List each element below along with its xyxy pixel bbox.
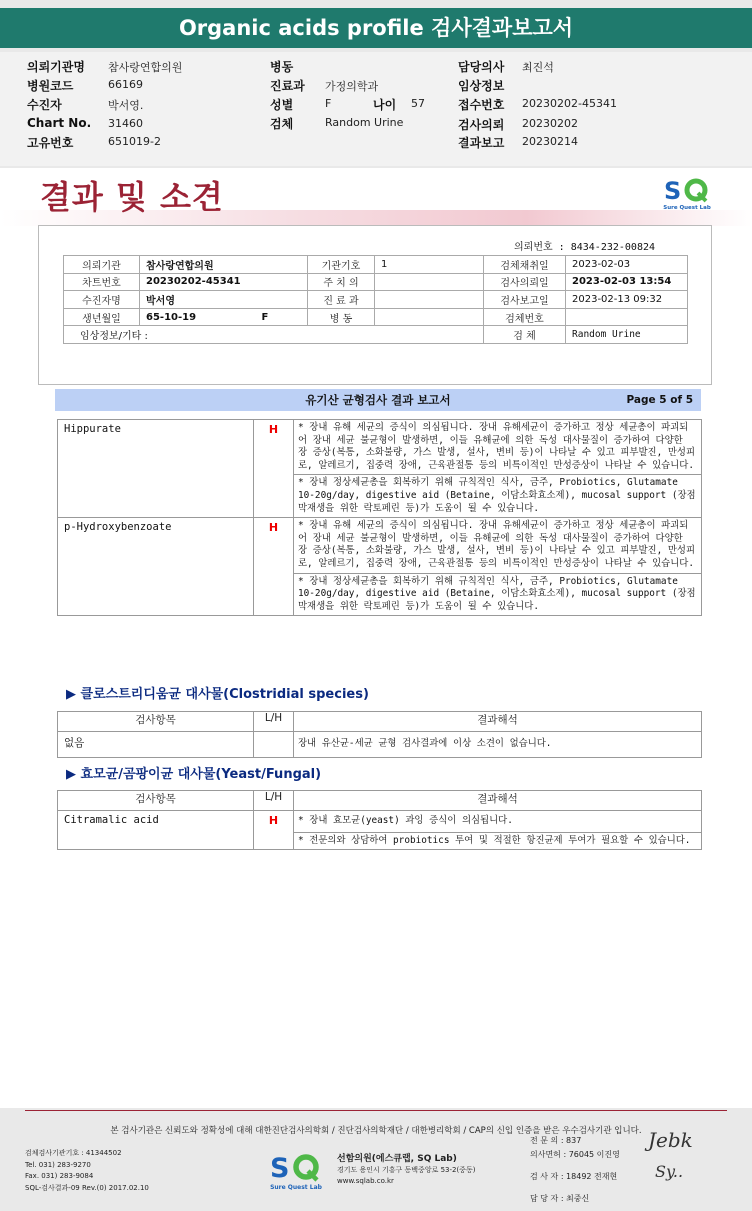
request-value <box>375 308 484 326</box>
accreditation-note: 본 검사기관은 신뢰도와 정확성에 대해 대한진단검사의학회 / 진단검사의학재단 / 대한병리학회 / CAP의 신입 인증을 받은 우수검사기관 입니다. <box>110 1126 642 1136</box>
info-label: 담당의사 <box>458 60 505 74</box>
table-row <box>58 420 702 518</box>
sex-value: F <box>261 311 269 323</box>
patient-info-block <box>0 52 752 166</box>
info-value: 최진석 <box>522 61 554 74</box>
high-flag: H <box>254 518 294 616</box>
birth-date: 65-10-19 <box>146 311 197 323</box>
info-value: 31460 <box>108 117 143 130</box>
signature-2: Sy.. <box>655 1162 684 1181</box>
request-label: 생년월일 <box>64 308 140 326</box>
info-label: 임상정보 <box>458 79 505 93</box>
request-label: 주 치 의 <box>308 273 375 291</box>
result-interpretation <box>294 420 702 518</box>
request-value: 2023-02-03 13:54 <box>566 273 688 291</box>
clostridia-heading: ▶ 클로스트리디움균 대사물(Clostridial species) <box>66 687 369 702</box>
request-label: 기관기호 <box>308 256 375 274</box>
report-header-title: Organic acids profile 검사결과보고서 <box>0 8 752 48</box>
request-label: 의뢰기관 <box>64 256 140 274</box>
request-value <box>566 308 688 326</box>
logo-subtext: Sure Quest Lab <box>663 205 711 211</box>
logo-letter-s: S <box>270 1153 290 1184</box>
footer-line: Tel. 031) 283-9270 <box>25 1160 91 1169</box>
result-item: 없음 <box>58 732 254 758</box>
footer-line: 검체검사기관기호 : 41344502 <box>25 1149 122 1157</box>
request-label: 검 체 <box>484 326 566 344</box>
request-label: 차트번호 <box>64 273 140 291</box>
organic-acid-results-table <box>57 419 702 616</box>
result-item: Citramalic acid <box>58 811 254 850</box>
result-title: 결과 및 소견 <box>40 178 224 216</box>
request-value: 2023-02-03 <box>566 256 688 274</box>
info-label: 성별 <box>270 98 294 112</box>
table-header-row <box>58 712 702 732</box>
column-header: 결과해석 <box>294 712 702 732</box>
yeast-table <box>57 790 702 850</box>
footer-signers <box>530 1134 620 1206</box>
request-label: 검사보고일 <box>484 291 566 309</box>
interpretation-text: * 장내 유해 세균의 증식이 의심됩니다. 장내 유해세균이 증가하고 정상 세균총이 파괴되어 장내 세균 불균형이 발생하면, 이들 유해균에 의한 독성 대사물질이 증가하여 다양한 장 증상(복통, 소화불량, 가스 발생, 설사, 변비 등)이 나타날 수 있고 피부발진, 만성피로, 알레르기, 집중력 장애, 근육관절통 등의 비특이적인 만성증상이 나타날 수 있습니다. <box>298 520 696 569</box>
request-value: 참사랑연합의원 <box>140 256 308 274</box>
info-label: 검체 <box>270 117 294 131</box>
info-value: 박서영. <box>108 99 144 112</box>
recommendation-text: * 장내 정상세균총을 회복하기 위해 규칙적인 식사, 금주, Probiotics, Glutamate 10-20g/day, digestive aid (Betaine, 이담소화효소제), mucosal support (장점막재생을 위한 락토페린 등)가 도움이 될 수 있습니다. <box>294 474 701 517</box>
request-value: 2023-02-13 09:32 <box>566 291 688 309</box>
request-row <box>64 291 688 309</box>
page-indicator: Page 5 of 5 <box>626 394 693 406</box>
logo-letter-s: S <box>664 177 682 205</box>
info-value: 참사랑연합의원 <box>108 61 183 74</box>
info-label: 결과보고 <box>458 136 505 150</box>
result-item: Hippurate <box>58 420 254 518</box>
signer-line: 의사면허 : 76045 이진영 <box>530 1150 620 1159</box>
footer-sq-logo <box>268 1151 324 1191</box>
request-row <box>64 326 688 344</box>
result-interpretation <box>294 811 702 850</box>
request-label: 병 동 <box>308 308 375 326</box>
info-label: 병원코드 <box>27 79 74 93</box>
recommendation-text: * 장내 정상세균총을 회복하기 위해 규칙적인 식사, 금주, Probiotics, Glutamate 10-20g/day, digestive aid (Betaine, 이담소화효소제), mucosal support (장점막재생을 위한 락토페린 등)가 도움이 될 수 있습니다. <box>294 573 701 616</box>
result-item: p-Hydroxybenzoate <box>58 518 254 616</box>
info-value: Random Urine <box>325 116 404 129</box>
table-row <box>58 732 702 758</box>
interpretation-text: * 장내 효모균(yeast) 과잉 증식이 의심됩니다. <box>298 815 513 826</box>
request-value <box>375 273 484 291</box>
request-value: 20230202-45341 <box>140 273 308 291</box>
section-title-bar <box>55 389 701 411</box>
high-flag: H <box>254 811 294 850</box>
age-value: 57 <box>411 97 425 110</box>
result-interpretation: 장내 유산균-세균 균형 검사결과에 이상 소견이 없습니다. <box>294 732 702 758</box>
recommendation-text: * 전문의와 상담하여 probiotics 투여 및 적절한 항진균제 투여가 필요할 수 있습니다. <box>294 832 701 850</box>
info-value: F <box>325 97 332 110</box>
signer-line: 담 당 자 : 최중신 <box>530 1194 590 1203</box>
age-label: 나이 <box>373 98 397 112</box>
request-value <box>140 308 308 326</box>
column-header: L/H <box>254 712 294 732</box>
info-value: 651019-2 <box>108 135 161 148</box>
request-number-label: 의뢰번호 : <box>514 242 565 253</box>
logo-subtext: Sure Quest Lab <box>270 1184 322 1191</box>
column-header: 검사항목 <box>58 712 254 732</box>
section-title: 유기산 균형검사 결과 보고서 <box>305 393 451 407</box>
request-label: 수진자명 <box>64 291 140 309</box>
column-header: 결과해석 <box>294 791 702 811</box>
signer-line: 전 문 의 : 837 <box>530 1136 582 1145</box>
table-row <box>58 518 702 616</box>
footer-lab-info <box>337 1154 475 1187</box>
footer-contact <box>25 1148 149 1194</box>
info-label: 병동 <box>270 60 294 74</box>
specimen-value: Random Urine <box>566 326 688 344</box>
table-header-row <box>58 791 702 811</box>
footer-line: SQL-검사결과-09 Rev.(0) 2017.02.10 <box>25 1183 149 1192</box>
lab-website: www.sqlab.co.kr <box>337 1177 394 1185</box>
info-value: 20230202 <box>522 117 578 130</box>
request-value: 1 <box>375 256 484 274</box>
info-label: 의뢰기관명 <box>27 60 85 74</box>
clostridia-table <box>57 711 702 758</box>
footer-line: Fax. 031) 283-9084 <box>25 1172 94 1180</box>
request-value <box>375 291 484 309</box>
info-value: 20230202-45341 <box>522 97 617 110</box>
yeast-heading: ▶ 효모균/곰팡이균 대사물(Yeast/Fungal) <box>66 767 322 782</box>
info-label: 검사의뢰 <box>458 118 505 132</box>
info-label: 접수번호 <box>458 98 505 112</box>
lab-address: 경기도 용인시 기흥구 동백중앙로 53-2(중동) <box>337 1166 476 1174</box>
sq-lab-logo <box>662 175 712 211</box>
info-value: 가정의학과 <box>325 80 379 93</box>
request-value: 박서영 <box>140 291 308 309</box>
request-number <box>514 238 655 253</box>
request-label: 검사의뢰일 <box>484 273 566 291</box>
signer-line: 검 사 자 : 18492 전재현 <box>530 1172 618 1181</box>
flag-cell <box>254 732 294 758</box>
info-label: Chart No. <box>27 116 92 130</box>
request-row <box>64 273 688 291</box>
request-label: 검체채취일 <box>484 256 566 274</box>
request-table <box>63 255 688 344</box>
result-interpretation <box>294 518 702 616</box>
request-label: 검체번호 <box>484 308 566 326</box>
info-label: 고유번호 <box>27 136 74 150</box>
column-header: 검사항목 <box>58 791 254 811</box>
request-label: 진 료 과 <box>308 291 375 309</box>
interpretation-text: * 장내 유해 세균의 증식이 의심됩니다. 장내 유해세균이 증가하고 정상 세균총이 파괴되어 장내 세균 불균형이 발생하면, 이들 유해균에 의한 독성 대사물질이 증가하여 다양한 장 증상(복통, 소화불량, 가스 발생, 설사, 변비 등)이 나타날 수 있고 피부발진, 만성피로, 알레르기, 집중력 장애, 근육관절통 등의 비특이적인 만성증상이 나타날 수 있습니다. <box>298 422 696 471</box>
request-row <box>64 256 688 274</box>
table-row <box>58 811 702 850</box>
request-row <box>64 308 688 326</box>
signature-1: Jebk <box>648 1128 693 1152</box>
footer-divider <box>25 1110 727 1111</box>
lab-name: 선함의원(에스큐랩, SQ Lab) <box>337 1154 457 1164</box>
clinical-info: 임상정보/기타 : <box>64 326 484 344</box>
column-header: L/H <box>254 791 294 811</box>
request-number-value: 8434-232-00824 <box>570 242 656 253</box>
info-value: 20230214 <box>522 135 578 148</box>
info-label: 수진자 <box>27 98 62 112</box>
info-value: 66169 <box>108 78 143 91</box>
info-label: 진료과 <box>270 79 305 93</box>
high-flag: H <box>254 420 294 518</box>
